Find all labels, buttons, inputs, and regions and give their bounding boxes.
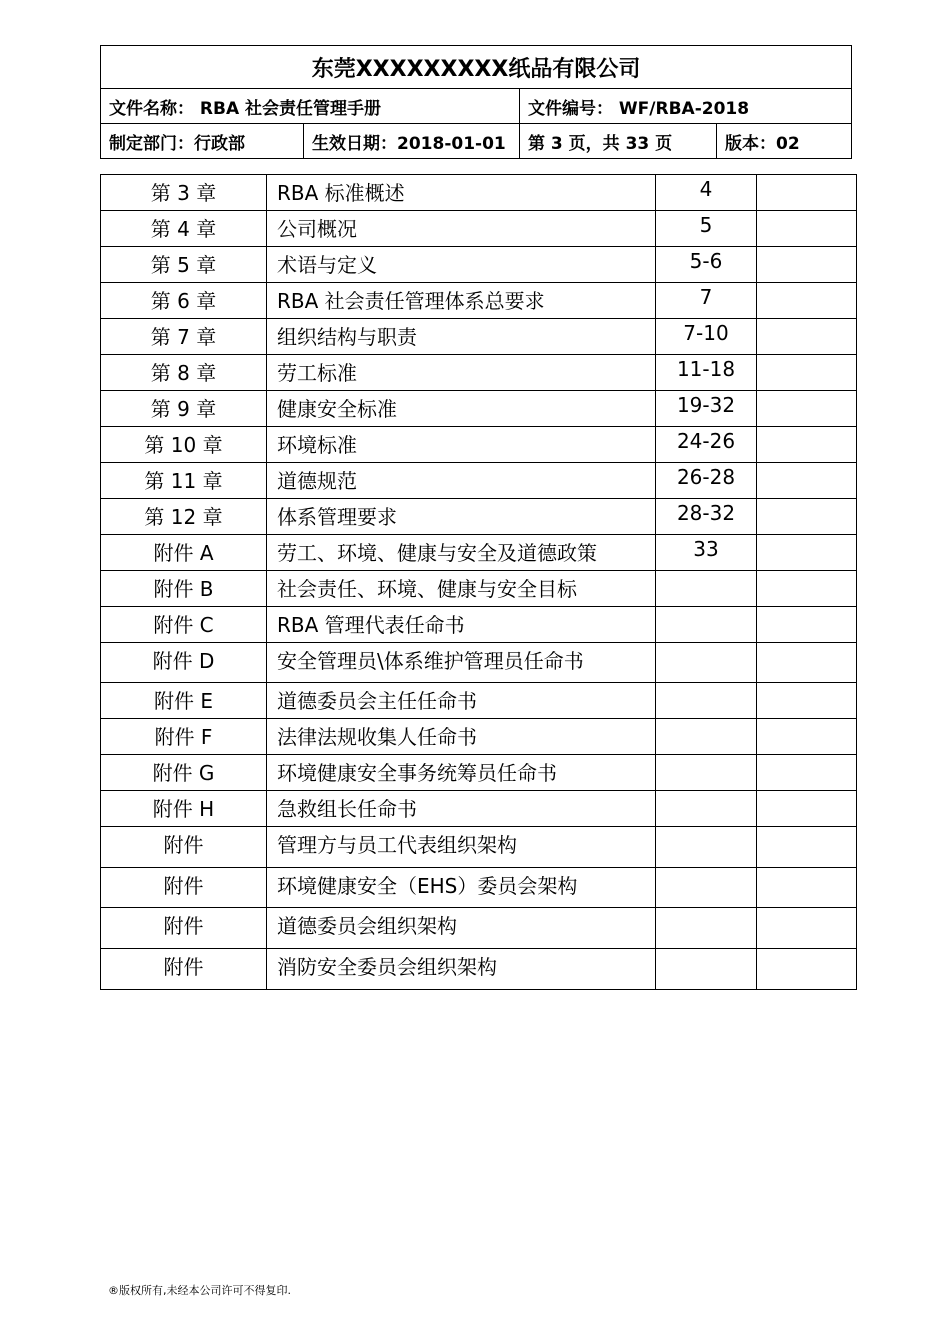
- toc-chapter: 第 4 章: [101, 211, 267, 247]
- toc-title: 道德委员会主任任命书: [267, 683, 656, 719]
- toc-title: 环境健康安全（EHS）委员会架构: [267, 868, 656, 908]
- toc-blank: [757, 868, 857, 908]
- toc-row: [101, 868, 857, 908]
- doc-name: 文件名称： RBA 社会责任管理手册: [101, 89, 520, 124]
- copyright-footer: ®版权所有,未经本公司许可不得复印.: [108, 1284, 291, 1297]
- toc-chapter: 第 12 章: [101, 499, 267, 535]
- toc-page: [656, 908, 757, 949]
- toc-page: 28-32: [656, 499, 757, 535]
- toc-blank: [757, 391, 857, 427]
- toc-blank: [757, 175, 857, 211]
- document-header: [100, 45, 852, 159]
- toc-page: 7-10: [656, 319, 757, 355]
- toc-row: [101, 319, 857, 355]
- toc-title: 法律法规收集人任命书: [267, 719, 656, 755]
- toc-title: RBA 社会责任管理体系总要求: [267, 283, 656, 319]
- toc-chapter: 附件 A: [101, 535, 267, 571]
- toc-page: [656, 949, 757, 990]
- toc-blank: [757, 427, 857, 463]
- toc-row: [101, 949, 857, 990]
- toc-blank: [757, 247, 857, 283]
- toc-row: [101, 355, 857, 391]
- toc-title: 公司概况: [267, 211, 656, 247]
- toc-title: 急救组长任命书: [267, 791, 656, 827]
- toc-row: [101, 463, 857, 499]
- toc-chapter: 附件: [101, 868, 267, 908]
- toc-chapter: 第 7 章: [101, 319, 267, 355]
- toc-chapter: 第 5 章: [101, 247, 267, 283]
- toc-title: 环境标准: [267, 427, 656, 463]
- toc-page: [656, 607, 757, 643]
- toc-page: [656, 643, 757, 683]
- toc-row: [101, 791, 857, 827]
- toc-chapter: 附件: [101, 827, 267, 868]
- toc-chapter: 附件 E: [101, 683, 267, 719]
- toc-blank: [757, 355, 857, 391]
- toc-chapter: 附件 G: [101, 755, 267, 791]
- toc-row: [101, 283, 857, 319]
- toc-row: [101, 175, 857, 211]
- toc-page: 5: [656, 211, 757, 247]
- toc-row: [101, 643, 857, 683]
- toc-page: [656, 868, 757, 908]
- toc-table: [100, 174, 857, 990]
- toc-page: 5-6: [656, 247, 757, 283]
- toc-title: 术语与定义: [267, 247, 656, 283]
- toc-page: 24-26: [656, 427, 757, 463]
- toc-blank: [757, 535, 857, 571]
- toc-title: 劳工标准: [267, 355, 656, 391]
- toc-page: 19-32: [656, 391, 757, 427]
- doc-number: 文件编号： WF/RBA-2018: [520, 89, 852, 124]
- toc-blank: [757, 607, 857, 643]
- toc-chapter: 附件: [101, 949, 267, 990]
- toc-chapter: 第 9 章: [101, 391, 267, 427]
- toc-blank: [757, 908, 857, 949]
- toc-chapter: 附件: [101, 908, 267, 949]
- toc-title: 道德规范: [267, 463, 656, 499]
- toc-row: [101, 755, 857, 791]
- toc-title: 环境健康安全事务统筹员任命书: [267, 755, 656, 791]
- toc-chapter: 第 8 章: [101, 355, 267, 391]
- toc-title: RBA 标准概述: [267, 175, 656, 211]
- toc-blank: [757, 827, 857, 868]
- toc-row: [101, 391, 857, 427]
- toc-row: [101, 571, 857, 607]
- toc-page: [656, 571, 757, 607]
- toc-row: [101, 427, 857, 463]
- toc-blank: [757, 499, 857, 535]
- department: 制定部门：行政部: [101, 124, 304, 159]
- toc-chapter: 附件 F: [101, 719, 267, 755]
- toc-title: 体系管理要求: [267, 499, 656, 535]
- toc-chapter: 附件 D: [101, 643, 267, 683]
- toc-blank: [757, 683, 857, 719]
- toc-chapter: 第 11 章: [101, 463, 267, 499]
- toc-title: 社会责任、环境、健康与安全目标: [267, 571, 656, 607]
- toc-chapter: 附件 H: [101, 791, 267, 827]
- toc-row: [101, 535, 857, 571]
- toc-row: [101, 908, 857, 949]
- toc-blank: [757, 643, 857, 683]
- version: 版本：02: [717, 124, 852, 159]
- toc-row: [101, 827, 857, 868]
- toc-row: [101, 607, 857, 643]
- toc-title: 组织结构与职责: [267, 319, 656, 355]
- toc-row: [101, 247, 857, 283]
- toc-page: 33: [656, 535, 757, 571]
- toc-chapter: 第 10 章: [101, 427, 267, 463]
- toc-blank: [757, 211, 857, 247]
- toc-page: [656, 719, 757, 755]
- toc-blank: [757, 755, 857, 791]
- toc-title: RBA 管理代表任命书: [267, 607, 656, 643]
- page-info: 第 3 页，共 33 页: [520, 124, 717, 159]
- toc-page: 4: [656, 175, 757, 211]
- toc-page: [656, 827, 757, 868]
- toc-row: [101, 683, 857, 719]
- company-name: 东莞XXXXXXXXX纸品有限公司: [101, 46, 852, 89]
- toc-page: 26-28: [656, 463, 757, 499]
- toc-title: 消防安全委员会组织架构: [267, 949, 656, 990]
- toc-chapter: 附件 C: [101, 607, 267, 643]
- toc-title: 安全管理员\体系维护管理员任命书: [267, 643, 656, 683]
- toc-blank: [757, 791, 857, 827]
- toc-page: 11-18: [656, 355, 757, 391]
- toc-row: [101, 499, 857, 535]
- toc-blank: [757, 319, 857, 355]
- toc-blank: [757, 283, 857, 319]
- toc-title: 劳工、环境、健康与安全及道德政策: [267, 535, 656, 571]
- toc-blank: [757, 949, 857, 990]
- toc-title: 管理方与员工代表组织架构: [267, 827, 656, 868]
- toc-blank: [757, 719, 857, 755]
- toc-chapter: 第 3 章: [101, 175, 267, 211]
- toc-row: [101, 211, 857, 247]
- effective-date: 生效日期：2018-01-01: [304, 124, 520, 159]
- toc-blank: [757, 571, 857, 607]
- toc-blank: [757, 463, 857, 499]
- toc-page: [656, 791, 757, 827]
- toc-chapter: 第 6 章: [101, 283, 267, 319]
- toc-page: [656, 683, 757, 719]
- toc-row: [101, 719, 857, 755]
- toc-chapter: 附件 B: [101, 571, 267, 607]
- toc-title: 道德委员会组织架构: [267, 908, 656, 949]
- toc-page: [656, 755, 757, 791]
- toc-title: 健康安全标准: [267, 391, 656, 427]
- toc-page: 7: [656, 283, 757, 319]
